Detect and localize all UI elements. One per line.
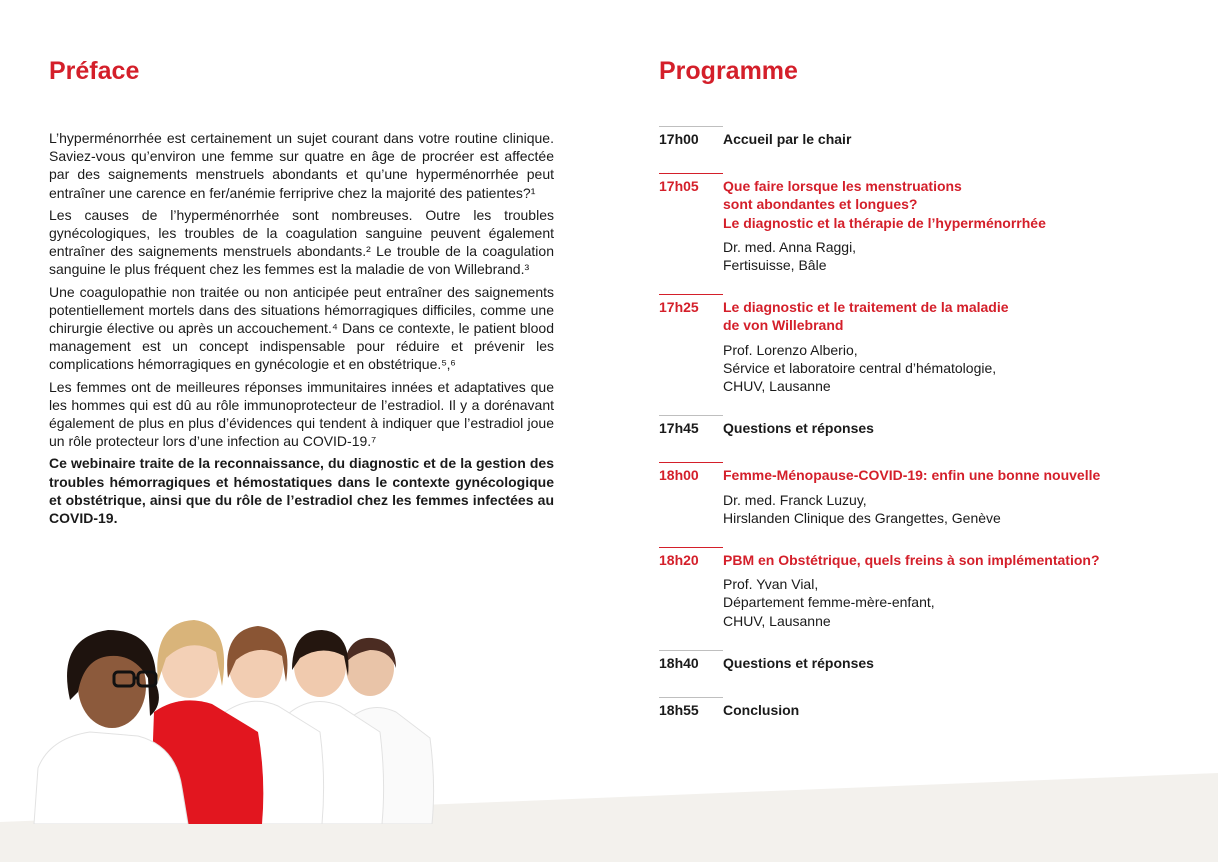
programme-time: 18h20	[659, 551, 699, 568]
programme-item	[659, 294, 1179, 403]
programme-time: 17h25	[659, 299, 699, 316]
programme-title-text	[723, 551, 1179, 569]
programme-title-line: Conclusion	[723, 701, 800, 718]
programme-speaker-line: Prof. Lorenzo Alberio,	[723, 341, 858, 358]
programme-content	[723, 462, 1179, 527]
programme-time: 18h40	[659, 654, 699, 671]
programme-item	[659, 547, 1179, 638]
programme-speaker	[723, 341, 1179, 396]
programme-content	[723, 294, 1179, 395]
programme-list	[659, 126, 1179, 744]
programme-speaker-line: CHUV, Lausanne	[723, 612, 831, 629]
programme-speaker	[723, 575, 1179, 630]
programme-speaker	[723, 238, 1179, 274]
programme-title-line: Que faire lorsque les menstruations	[723, 178, 962, 195]
programme-content	[723, 173, 1179, 274]
programme-content	[723, 650, 1179, 672]
preface-paragraph: L’hyperménorrhée est certainement un sujet courant dans votre routine clinique. Saviez-vous qu’environ une femme sur quatre en âge de procréer est affectée par des saignements menstruels abondants et qu’une hyperménorrhée peut entraîner une carence en fer/anémie ferriprive chez la majorité des patientes?¹	[49, 130, 554, 201]
programme-title-text	[723, 130, 1179, 148]
programme-title-line: PBM en Obstétrique, quels freins à son implémentation?	[723, 551, 1100, 568]
programme-title-line: Le diagnostic et la thérapie de l’hyperménorrhée	[723, 214, 1046, 231]
programme-title-text	[723, 177, 1179, 232]
programme-item	[659, 462, 1179, 535]
programme-time: 18h55	[659, 701, 699, 718]
programme-item	[659, 650, 1179, 680]
programme-speaker-line: Prof. Yvan Vial,	[723, 576, 819, 593]
programme-time: 17h05	[659, 178, 699, 195]
programme-speaker	[723, 491, 1179, 527]
preface-paragraph: Les causes de l’hyperménorrhée sont nombreuses. Outre les troubles gynécologiques, les troubles de la coagulation sanguine peuvent également entraîner des saignements menstruels abondants.² Le trouble de la coagulation sanguine le plus fréquent chez les femmes est la maladie de von Willebrand.³	[49, 206, 554, 278]
programme-item	[659, 697, 1179, 727]
programme-content	[723, 547, 1179, 630]
programme-speaker-line: Dr. med. Franck Luzuy,	[723, 491, 867, 508]
programme-item	[659, 173, 1179, 282]
programme-title-text	[723, 701, 1179, 719]
programme-title-text	[723, 654, 1179, 672]
programme-content	[723, 126, 1179, 148]
programme-content	[723, 415, 1179, 437]
programme-title-line: sont abondantes et longues?	[723, 196, 918, 213]
programme-item	[659, 415, 1179, 445]
programme-speaker-line: Sérvice et laboratoire central d’hématologie,	[723, 359, 997, 376]
programme-title-line: Questions et réponses	[723, 420, 874, 437]
programme-title-line: Questions et réponses	[723, 654, 874, 671]
programme-item	[659, 126, 1179, 156]
programme-title: Programme	[659, 57, 798, 85]
programme-title-line: Femme-Ménopause-COVID-19: enfin une bonne nouvelle	[723, 467, 1101, 484]
preface-title: Préface	[49, 57, 140, 85]
preface-summary: Ce webinaire traite de la reconnaissance, du diagnostic et de la gestion des troubles hémorragiques et hémostatiques dans le contexte gynécologique et obstétrique, ainsi que du rôle de l’estradiol chez les femmes infectées au COVID-19.	[49, 455, 554, 527]
programme-speaker-line: Département femme-mère-enfant,	[723, 594, 935, 611]
programme-speaker-line: Dr. med. Anna Raggi,	[723, 238, 857, 255]
preface-body	[49, 129, 554, 531]
programme-speaker-line: Hirslanden Clinique des Grangettes, Genève	[723, 509, 1001, 526]
programme-title-text	[723, 419, 1179, 437]
programme-title-line: Le diagnostic et le traitement de la maladie	[723, 299, 1009, 316]
programme-time: 17h45	[659, 420, 699, 437]
preface-paragraph: Une coagulopathie non traitée ou non anticipée peut entraîner des saignements potentiellement mortels dans des situations hémorragiques difficiles, comme une chirurgie élective ou après un accouchement.⁴ Dans ce contexte, le patient blood management est un concept indispensable pour réduire et prévenir les complications hémorragiques en gynécologie et en obstétrique.⁵‚⁶	[49, 283, 554, 373]
programme-title-line: Accueil par le chair	[723, 131, 852, 147]
programme-title-text	[723, 466, 1179, 484]
women-group-photo	[30, 608, 440, 824]
programme-title-text	[723, 298, 1179, 334]
programme-time: 17h00	[659, 131, 699, 147]
programme-speaker-line: Fertisuisse, Bâle	[723, 257, 827, 273]
preface-paragraph: Les femmes ont de meilleures réponses immunitaires innées et adaptatives que les hommes qui est dû au rôle immunoprotecteur de l’estradiol. Il y a dorénavant également de plus en plus d’évidences qui tendent à indiquer que l’estradiol joue un rôle protecteur lors d’une infection au COVID-19.⁷	[49, 378, 554, 450]
programme-speaker-line: CHUV, Lausanne	[723, 378, 831, 394]
programme-time: 18h00	[659, 467, 699, 484]
programme-content	[723, 697, 1179, 719]
programme-title-line: de von Willebrand	[723, 317, 844, 334]
